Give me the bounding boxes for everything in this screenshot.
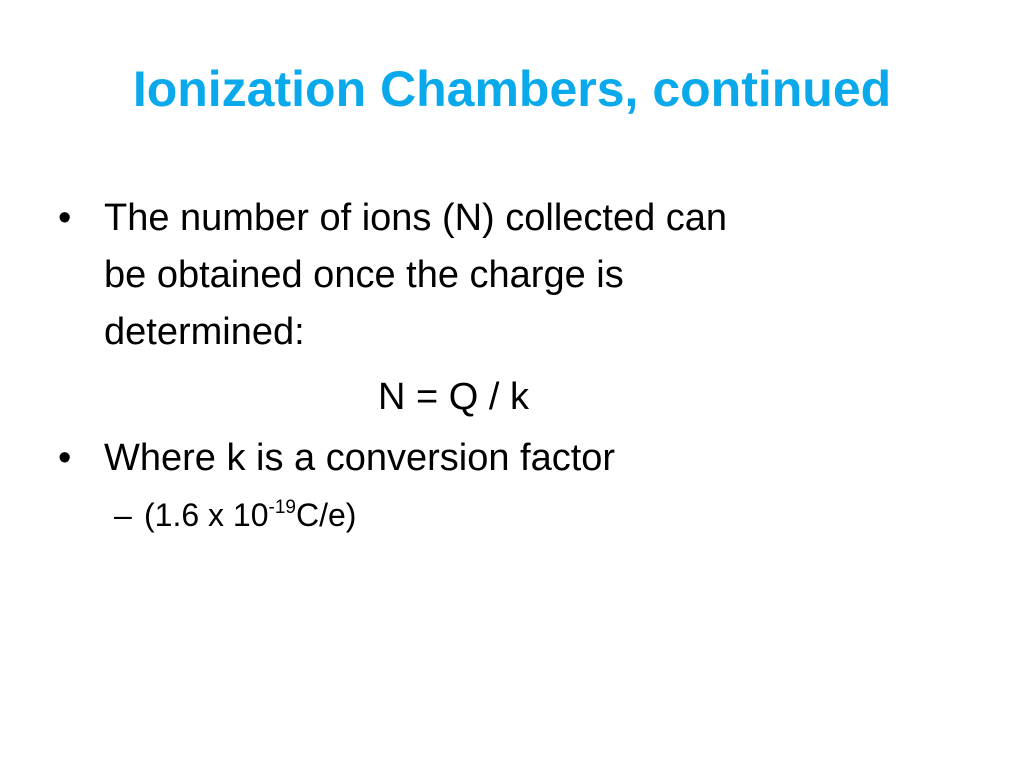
conversion-prefix: (1.6 x 10 [144,497,269,533]
bullet-text: Where k is a conversion factor [104,437,616,479]
conversion-exponent: -19 [268,497,296,518]
bullet-line: determined: [104,311,305,353]
bullet-line: The number of ions (N) collected can [104,197,728,239]
bullet-item-conversion-factor [58,430,858,487]
equation: N = Q / k [378,376,529,418]
conversion-suffix: C/e) [295,497,357,533]
slide-title: Ionization Chambers, continued [132,61,892,117]
bullet-marker: • [58,437,72,479]
bullet-line: be obtained once the charge is [104,254,624,296]
subbullet-conversion-value [58,491,858,539]
bullet-item-ions [58,190,858,361]
subbullet-marker: – [114,497,132,533]
slide-body [58,190,858,539]
bullet-marker: • [58,197,72,239]
